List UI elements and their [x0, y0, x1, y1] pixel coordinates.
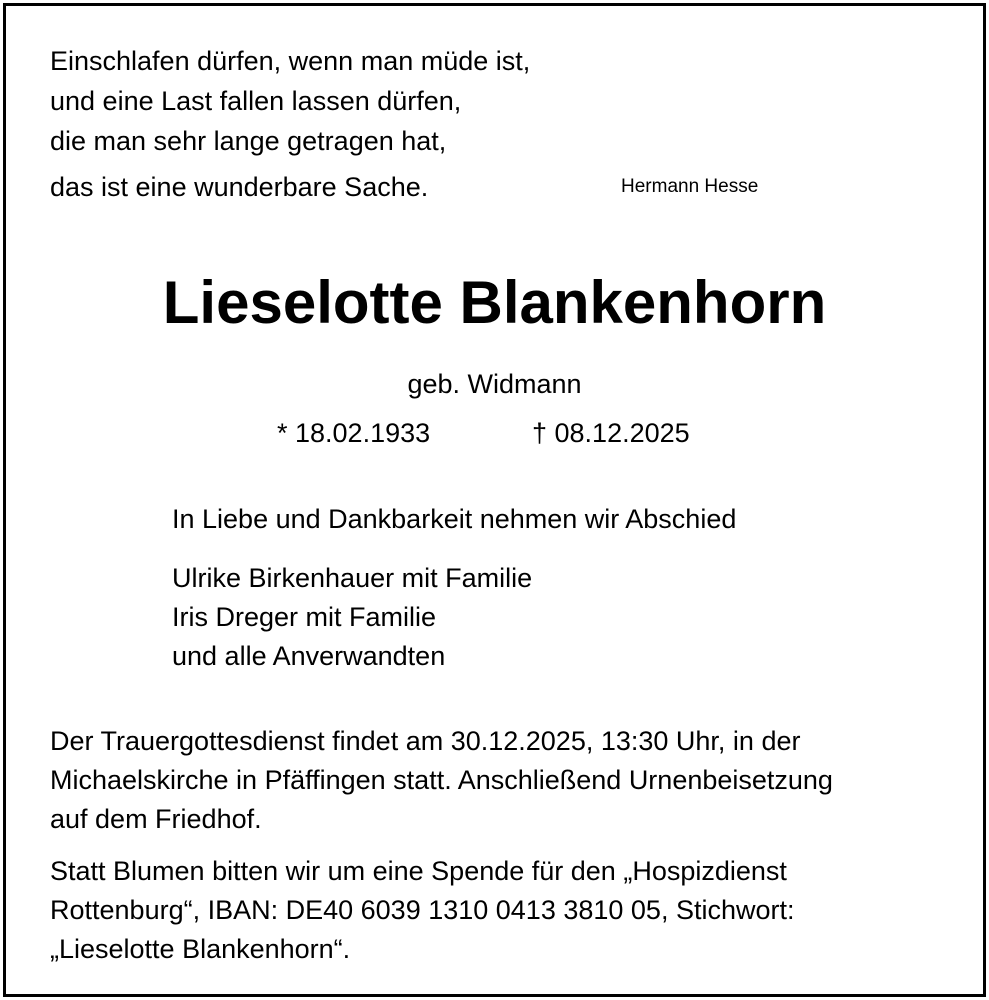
- poem-line: das ist eine wunderbare Sache.: [50, 172, 429, 202]
- service-line: Michaelskirche in Pfäffingen statt. Anschließend Urnenbeisetzung: [50, 765, 833, 795]
- donation-line: Statt Blumen bitten wir um eine Spende für den „Hospizdienst: [50, 856, 787, 886]
- birth-date: * 18.02.1933: [277, 418, 431, 448]
- mourner-line: und alle Anverwandten: [172, 641, 446, 671]
- deceased-name: Lieselotte Blankenhorn: [162, 269, 827, 336]
- death-date: † 08.12.2025: [532, 418, 690, 448]
- donation-line: Rottenburg“, IBAN: DE40 6039 1310 0413 3810 05, Stichwort:: [50, 895, 795, 925]
- service-line: Der Trauergottesdienst findet am 30.12.2025, 13:30 Uhr, in der: [50, 726, 801, 756]
- service-line: auf dem Friedhof.: [50, 804, 262, 834]
- donation-line: „Lieselotte Blankenhorn“.: [50, 934, 351, 964]
- mourner-line: Ulrike Birkenhauer mit Familie: [172, 563, 533, 593]
- birth-name: geb. Widmann: [407, 369, 582, 399]
- poem-line: Einschlafen dürfen, wenn man müde ist,: [50, 46, 531, 76]
- poem-author: Hermann Hesse: [621, 176, 759, 197]
- farewell-intro: In Liebe und Dankbarkeit nehmen wir Abschied: [172, 504, 737, 534]
- poem-line: und eine Last fallen lassen dürfen,: [50, 86, 462, 116]
- poem-line: die man sehr lange getragen hat,: [50, 126, 447, 156]
- mourner-line: Iris Dreger mit Familie: [172, 602, 437, 632]
